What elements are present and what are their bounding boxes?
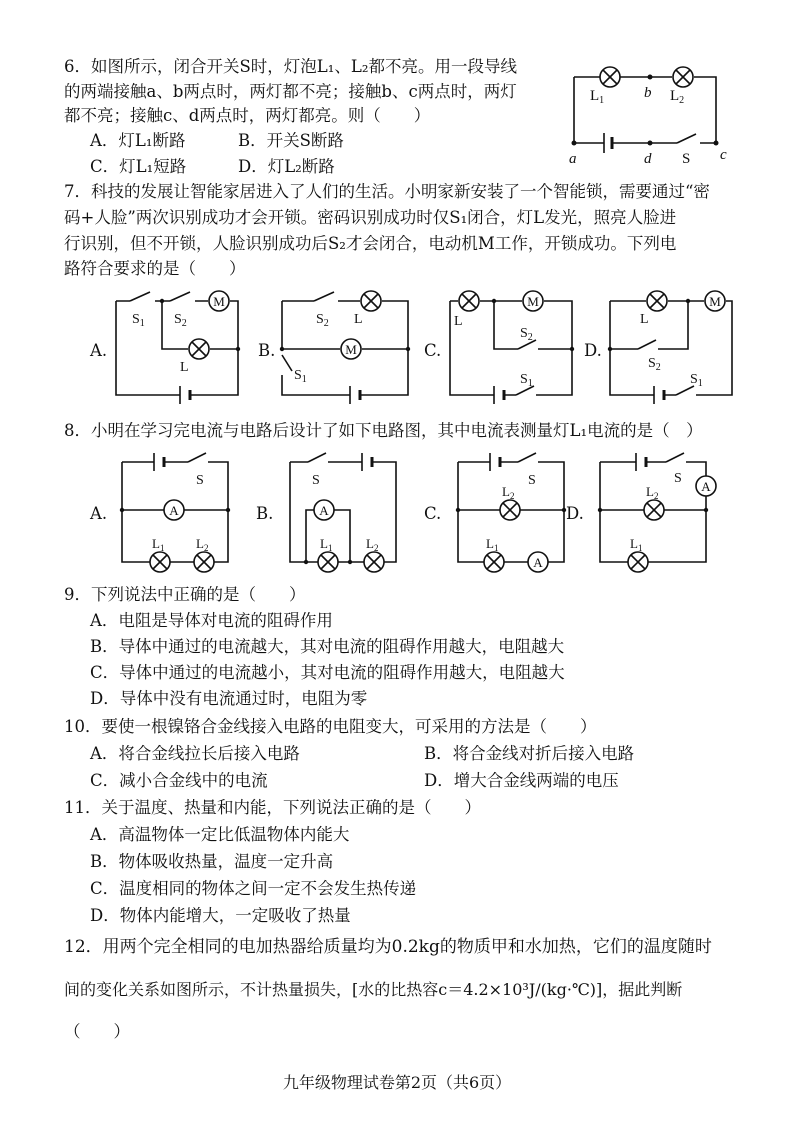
- svg-text:L2: [502, 484, 514, 501]
- q7c-s2: S: [520, 326, 528, 341]
- svg-text:L2: [646, 484, 658, 501]
- q8-label-a: A.: [90, 504, 108, 523]
- svg-text:L2: [196, 536, 208, 553]
- q6-line-2: 的两端接触a、b两点时，两灯都不亮；接触b、c两点时，两灯: [64, 82, 517, 101]
- q8c-switch-s: S: [528, 473, 536, 488]
- q12-line-1: 12．用两个完全相同的电加热器给质量均为0.2kg的物质甲和水加热，它们的温度随时: [64, 937, 712, 957]
- q8-label-c: C.: [424, 504, 442, 523]
- q7d-s1-sub: 1: [697, 378, 703, 389]
- q10-option-a: A．将合金线拉长后接入电路: [90, 744, 300, 763]
- q6-diagram-a: a: [569, 151, 577, 167]
- q8-circuit-b: [284, 448, 414, 578]
- q7b-s1-sub: 1: [301, 374, 307, 385]
- page-footer: 九年级物理试卷第2页（共6页）: [282, 1073, 512, 1092]
- svg-text:S2: [648, 356, 661, 373]
- q11-option-d: D．物体内能增大，一定吸收了热量: [90, 906, 351, 925]
- q7a-s1: S: [132, 312, 140, 327]
- q7d-lamp-l: L: [640, 312, 649, 327]
- q12-line-3: （ ）: [64, 1022, 130, 1041]
- q8b-l1: L: [320, 536, 328, 551]
- q8a-switch-s: S: [196, 473, 204, 488]
- q7a-motor-m: M: [213, 294, 225, 309]
- q8-circuit-d: [594, 448, 734, 578]
- svg-text:S1: [294, 368, 307, 385]
- q8b-l2: L: [366, 536, 374, 551]
- svg-text:S2: [520, 326, 533, 343]
- q11-option-c: C．温度相同的物体之间一定不会发生热传递: [90, 879, 417, 898]
- q8a-l2: L: [196, 536, 204, 551]
- q6-line-1: 6．如图所示，闭合开关S时，灯泡L₁、L₂都不亮。用一段导线: [64, 57, 517, 76]
- q8d-switch-s: S: [674, 471, 682, 486]
- q10-option-d: D．增大合金线两端的电压: [424, 771, 619, 790]
- q8d-l1: L: [630, 536, 638, 551]
- q11-option-a: A．高温物体一定比低温物体内能大: [90, 825, 350, 844]
- q9-stem: 9．下列说法中正确的是（ ）: [64, 585, 306, 604]
- q7-label-b: B.: [258, 341, 276, 360]
- q7d-s2: S: [648, 356, 656, 371]
- q7b-motor-m: M: [345, 342, 357, 357]
- q7-circuit-b: [276, 283, 416, 413]
- q6-circuit-diagram: [560, 55, 760, 175]
- q8-line-1: 8．小明在学习完电流与电路后设计了如下电路图，其中电流表测量灯L₁电流的是（ ）: [64, 421, 703, 440]
- q9-option-d: D．导体中没有电流通过时，电阻为零: [90, 689, 368, 708]
- q7-label-d: D.: [584, 341, 602, 360]
- q6-diagram-l1: L: [590, 88, 600, 104]
- q7-line-4: 路符合要求的是（ ）: [64, 259, 246, 278]
- q7a-lamp-l: L: [180, 360, 189, 375]
- q6-diagram-b: b: [644, 85, 652, 101]
- svg-text:L2: [366, 536, 378, 553]
- q8d-l1-sub: 1: [637, 543, 643, 553]
- q6-diagram-c: c: [720, 147, 727, 163]
- q8b-switch-s: S: [312, 473, 320, 488]
- q7c-lamp-l: L: [454, 314, 463, 329]
- svg-text:S2: [316, 312, 329, 329]
- svg-text:L1: [486, 536, 498, 553]
- q6-diagram-l1-sub: 1: [599, 95, 605, 106]
- q9-option-c: C．导体中通过的电流越小，其对电流的阻碍作用越大，电阻越大: [90, 663, 565, 682]
- q8c-l1: L: [486, 536, 494, 551]
- svg-text:L1: [630, 536, 642, 553]
- q9-option-a: A．电阻是导体对电流的阻碍作用: [90, 611, 333, 630]
- q7a-s1-sub: 1: [139, 318, 145, 329]
- q8d-l2: L: [646, 484, 654, 499]
- q7c-motor-m: M: [527, 294, 539, 309]
- q6-diagram-s: S: [682, 151, 691, 167]
- q7-line-2: 码+人脸”两次识别成功才会开锁。密码识别成功时仅S₁闭合，灯L发光，照亮人脸进: [64, 208, 677, 227]
- q10-option-c: C．减小合金线中的电流: [90, 771, 268, 790]
- q8-label-b: B.: [256, 504, 274, 523]
- q12-line-2: 间的变化关系如图所示，不计热量损失，[水的比热容c＝4.2×10³J/(kg·℃)]，据此判断: [64, 980, 683, 999]
- svg-text:S1: [690, 372, 703, 389]
- q6-option-c: C．灯L₁短路: [90, 157, 187, 176]
- q7b-lamp-l: L: [354, 312, 363, 327]
- q6-option-d: D．灯L₂断路: [238, 157, 335, 176]
- q7-circuit-a: [110, 283, 250, 413]
- q8d-l2-sub: 2: [653, 491, 659, 501]
- q6-line-3: 都不亮；接触c、d两点时，两灯都亮。则（ ）: [64, 106, 431, 125]
- q8c-l2-sub: 2: [509, 491, 515, 501]
- q9-option-b: B．导体中通过的电流越大，其对电流的阻碍作用越大，电阻越大: [90, 637, 565, 656]
- q8b-l2-sub: 2: [373, 543, 379, 553]
- q7b-s1: S: [294, 368, 302, 383]
- q8b-l1-sub: 1: [327, 543, 333, 553]
- q7c-s2-sub: 2: [527, 332, 533, 343]
- q6-diagram-l2-sub: 2: [679, 95, 685, 106]
- q10-stem: 10．要使一根镍铬合金线接入电路的电阻变大，可采用的方法是（ ）: [64, 717, 597, 736]
- svg-text:L1: [320, 536, 332, 553]
- q7-circuit-c: [444, 283, 584, 413]
- q7a-s2-sub: 2: [181, 318, 187, 329]
- q7d-motor-m: M: [709, 294, 721, 309]
- q7c-s1-sub: 1: [527, 378, 533, 389]
- q7b-s2: S: [316, 312, 324, 327]
- q6-diagram-l2: L: [670, 88, 680, 104]
- q6-option-a: A．灯L₁断路: [90, 131, 186, 150]
- q8d-ammeter-a: A: [701, 479, 711, 494]
- q11-option-b: B．物体吸收热量，温度一定升高: [90, 852, 334, 871]
- q8a-l1-sub: 1: [159, 543, 165, 553]
- q8-circuit-a: [116, 448, 246, 578]
- q7d-s1: S: [690, 372, 698, 387]
- q7a-s2: S: [174, 312, 182, 327]
- q8c-l1-sub: 1: [493, 543, 499, 553]
- q8a-l2-sub: 2: [203, 543, 209, 553]
- q7-circuit-d: [604, 283, 744, 413]
- svg-text:S1: [132, 312, 145, 329]
- q7c-s1: S: [520, 372, 528, 387]
- q7-line-3: 行识别，但不开锁，人脸识别成功后S₂才会闭合，电动机M工作，开锁成功。下列电: [64, 234, 677, 253]
- q10-option-b: B．将合金线对折后接入电路: [424, 744, 635, 763]
- q8a-l1: L: [152, 536, 160, 551]
- svg-text:S2: [174, 312, 187, 329]
- q7d-s2-sub: 2: [655, 362, 661, 373]
- q8-label-d: D.: [566, 504, 584, 523]
- svg-text:L1: [590, 88, 604, 106]
- q8c-ammeter-a: A: [533, 555, 543, 570]
- q8c-l2: L: [502, 484, 510, 499]
- svg-text:L2: [670, 88, 684, 106]
- q7-label-c: C.: [424, 341, 442, 360]
- q8-circuit-c: [452, 448, 582, 578]
- q7b-s2-sub: 2: [323, 318, 329, 329]
- q8b-ammeter-a: A: [319, 503, 329, 518]
- q8a-ammeter-a: A: [169, 503, 179, 518]
- q6-diagram-d: d: [644, 151, 652, 167]
- q6-option-b: B．开关S断路: [238, 131, 344, 150]
- q7-label-a: A.: [90, 341, 108, 360]
- q7-line-1: 7．科技的发展让智能家居进入了人们的生活。小明家新安装了一个智能锁，需要通过“密: [64, 182, 710, 201]
- svg-text:S1: [520, 372, 533, 389]
- q11-stem: 11．关于温度、热量和内能，下列说法正确的是（ ）: [64, 798, 481, 817]
- svg-text:L1: [152, 536, 164, 553]
